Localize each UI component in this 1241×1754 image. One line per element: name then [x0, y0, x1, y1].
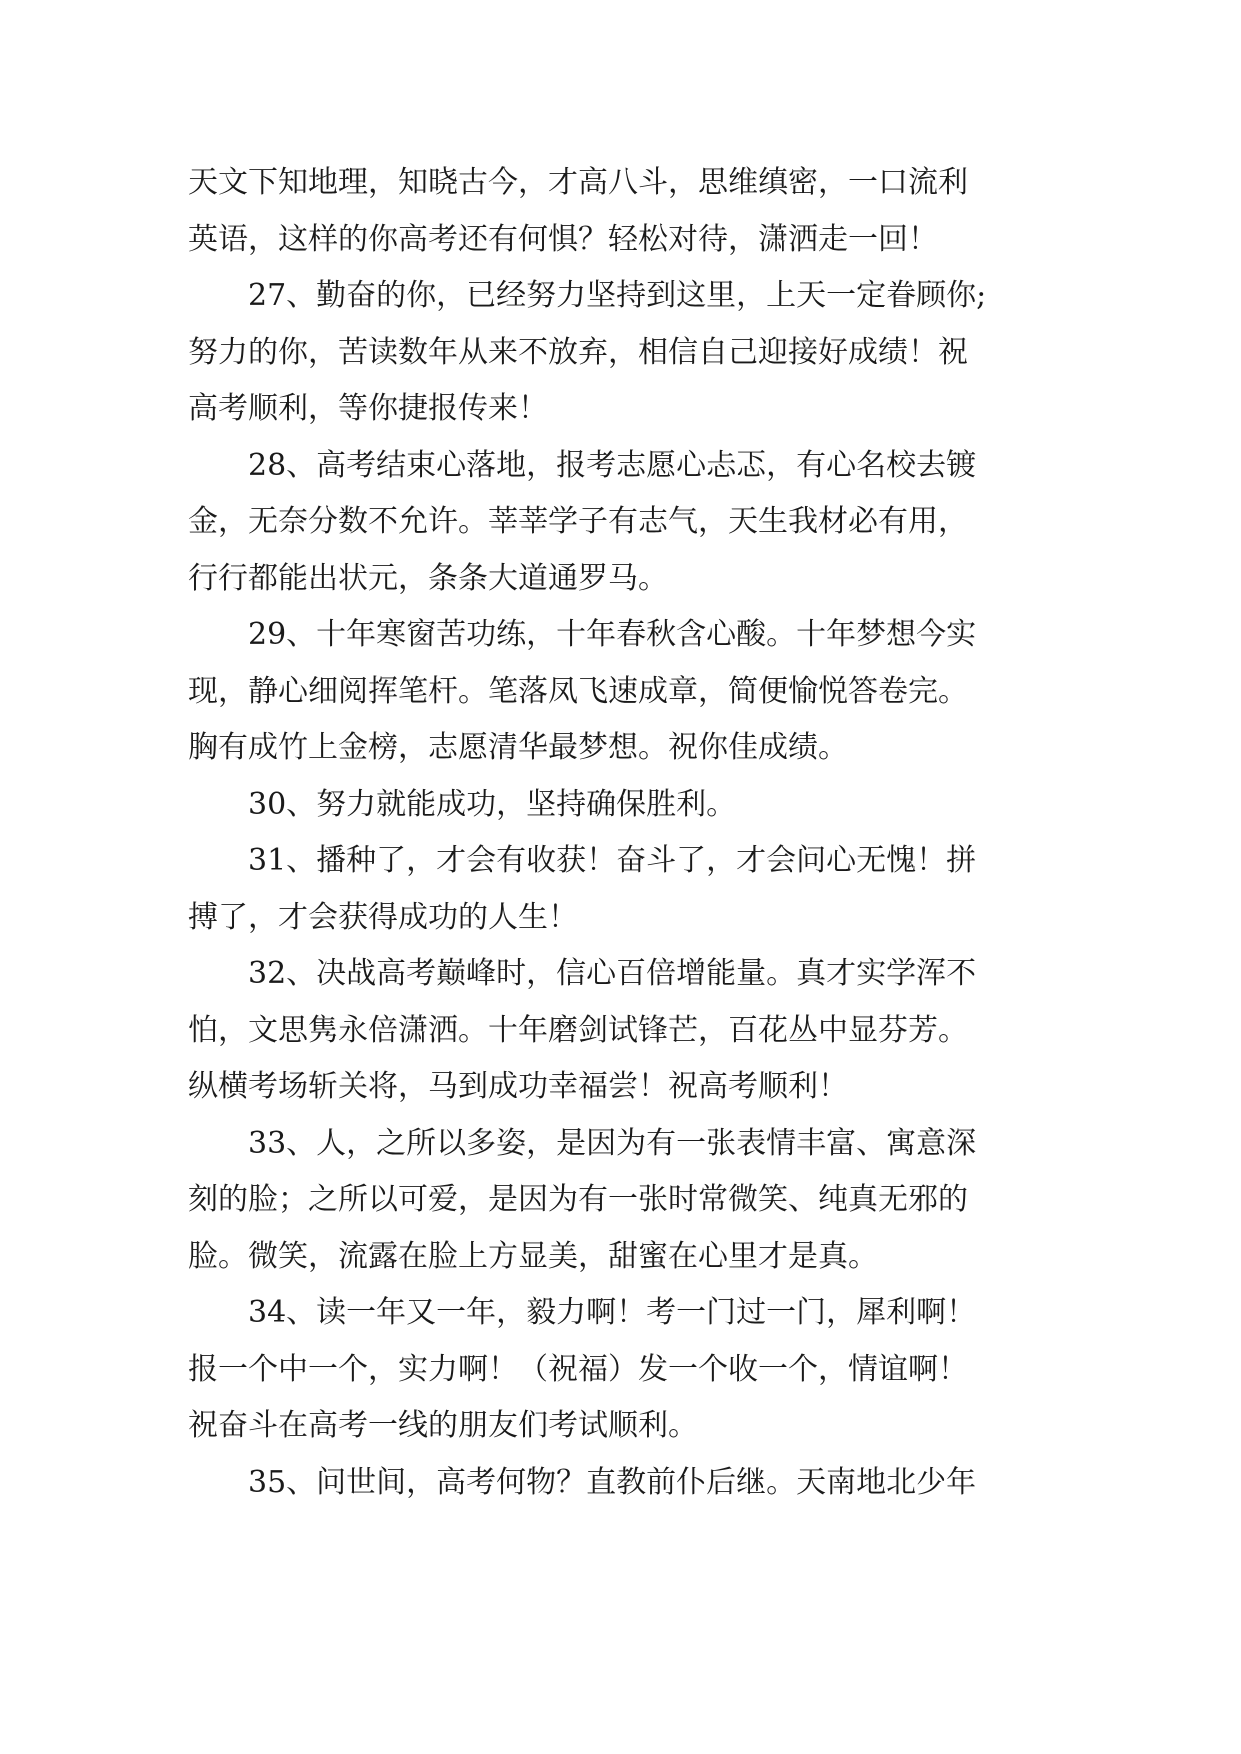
text-line: 脸。微笑，流露在脸上方显美，甜蜜在心里才是真。 [188, 1238, 878, 1274]
paragraph-start-line: 29、十年寒窗苦功练，十年春秋含心酸。十年梦想今实 [248, 617, 977, 652]
paragraph-start-line: 32、决战高考巅峰时，信心百倍增能量。真才实学浑不 [248, 956, 977, 991]
paragraph-start-line: 35、问世间，高考何物？直教前仆后继。天南地北少年 [248, 1464, 977, 1500]
paragraph-start-line: 34、读一年又一年，毅力啊！考一门过一门，犀利啊！ [248, 1295, 977, 1330]
text-line: 报一个中一个，实力啊！（祝福）发一个收一个，情谊啊！ [188, 1351, 968, 1387]
text-line: 金，无奈分数不允许。莘莘学子有志气，天生我材必有用， [188, 504, 968, 539]
text-line: 英语，这样的你高考还有何惧？轻松对待，潇洒走一回！ [188, 221, 938, 257]
text-line: 行行都能出状元，条条大道通罗马。 [188, 560, 668, 596]
text-line: 搏了，才会获得成功的人生！ [188, 899, 578, 935]
paragraph-start-line: 31、播种了，才会有收获！奋斗了，才会问心无愧！拼 [248, 843, 977, 878]
text-line: 纵横考场斩关将，马到成功幸福尝！祝高考顺利！ [188, 1069, 848, 1104]
text-line: 刻的脸；之所以可爱，是因为有一张时常微笑、纯真无邪的 [188, 1182, 968, 1217]
text-line: 现，静心细阅挥笔杆。笔落凤飞速成章，简便愉悦答卷完。 [188, 673, 968, 709]
paragraph-start-line: 33、人，之所以多姿，是因为有一张表情丰富、寓意深 [248, 1125, 977, 1161]
text-line: 怕，文思隽永倍潇洒。十年磨剑试锋芒，百花丛中显芬芳。 [188, 1012, 968, 1048]
text-line: 祝奋斗在高考一线的朋友们考试顺利。 [188, 1408, 698, 1443]
text-line: 天文下知地理，知晓古今，才高八斗，思维缜密，一口流利 [188, 165, 968, 200]
text-line: 努力的你，苦读数年从来不放弃，相信自己迎接好成绩！祝 [188, 334, 968, 370]
paragraph-start-line: 30、努力就能成功，坚持确保胜利。 [248, 786, 737, 822]
text-line: 高考顺利，等你捷报传来！ [188, 391, 548, 426]
paragraph-start-line: 27、勤奋的你，已经努力坚持到这里，上天一定眷顾你; [248, 278, 987, 313]
text-line: 胸有成竹上金榜，志愿清华最梦想。祝你佳成绩。 [188, 730, 848, 765]
document-body [188, 155, 1088, 1511]
paragraph-start-line: 28、高考结束心落地，报考志愿心忐忑，有心名校去镀 [248, 447, 977, 483]
